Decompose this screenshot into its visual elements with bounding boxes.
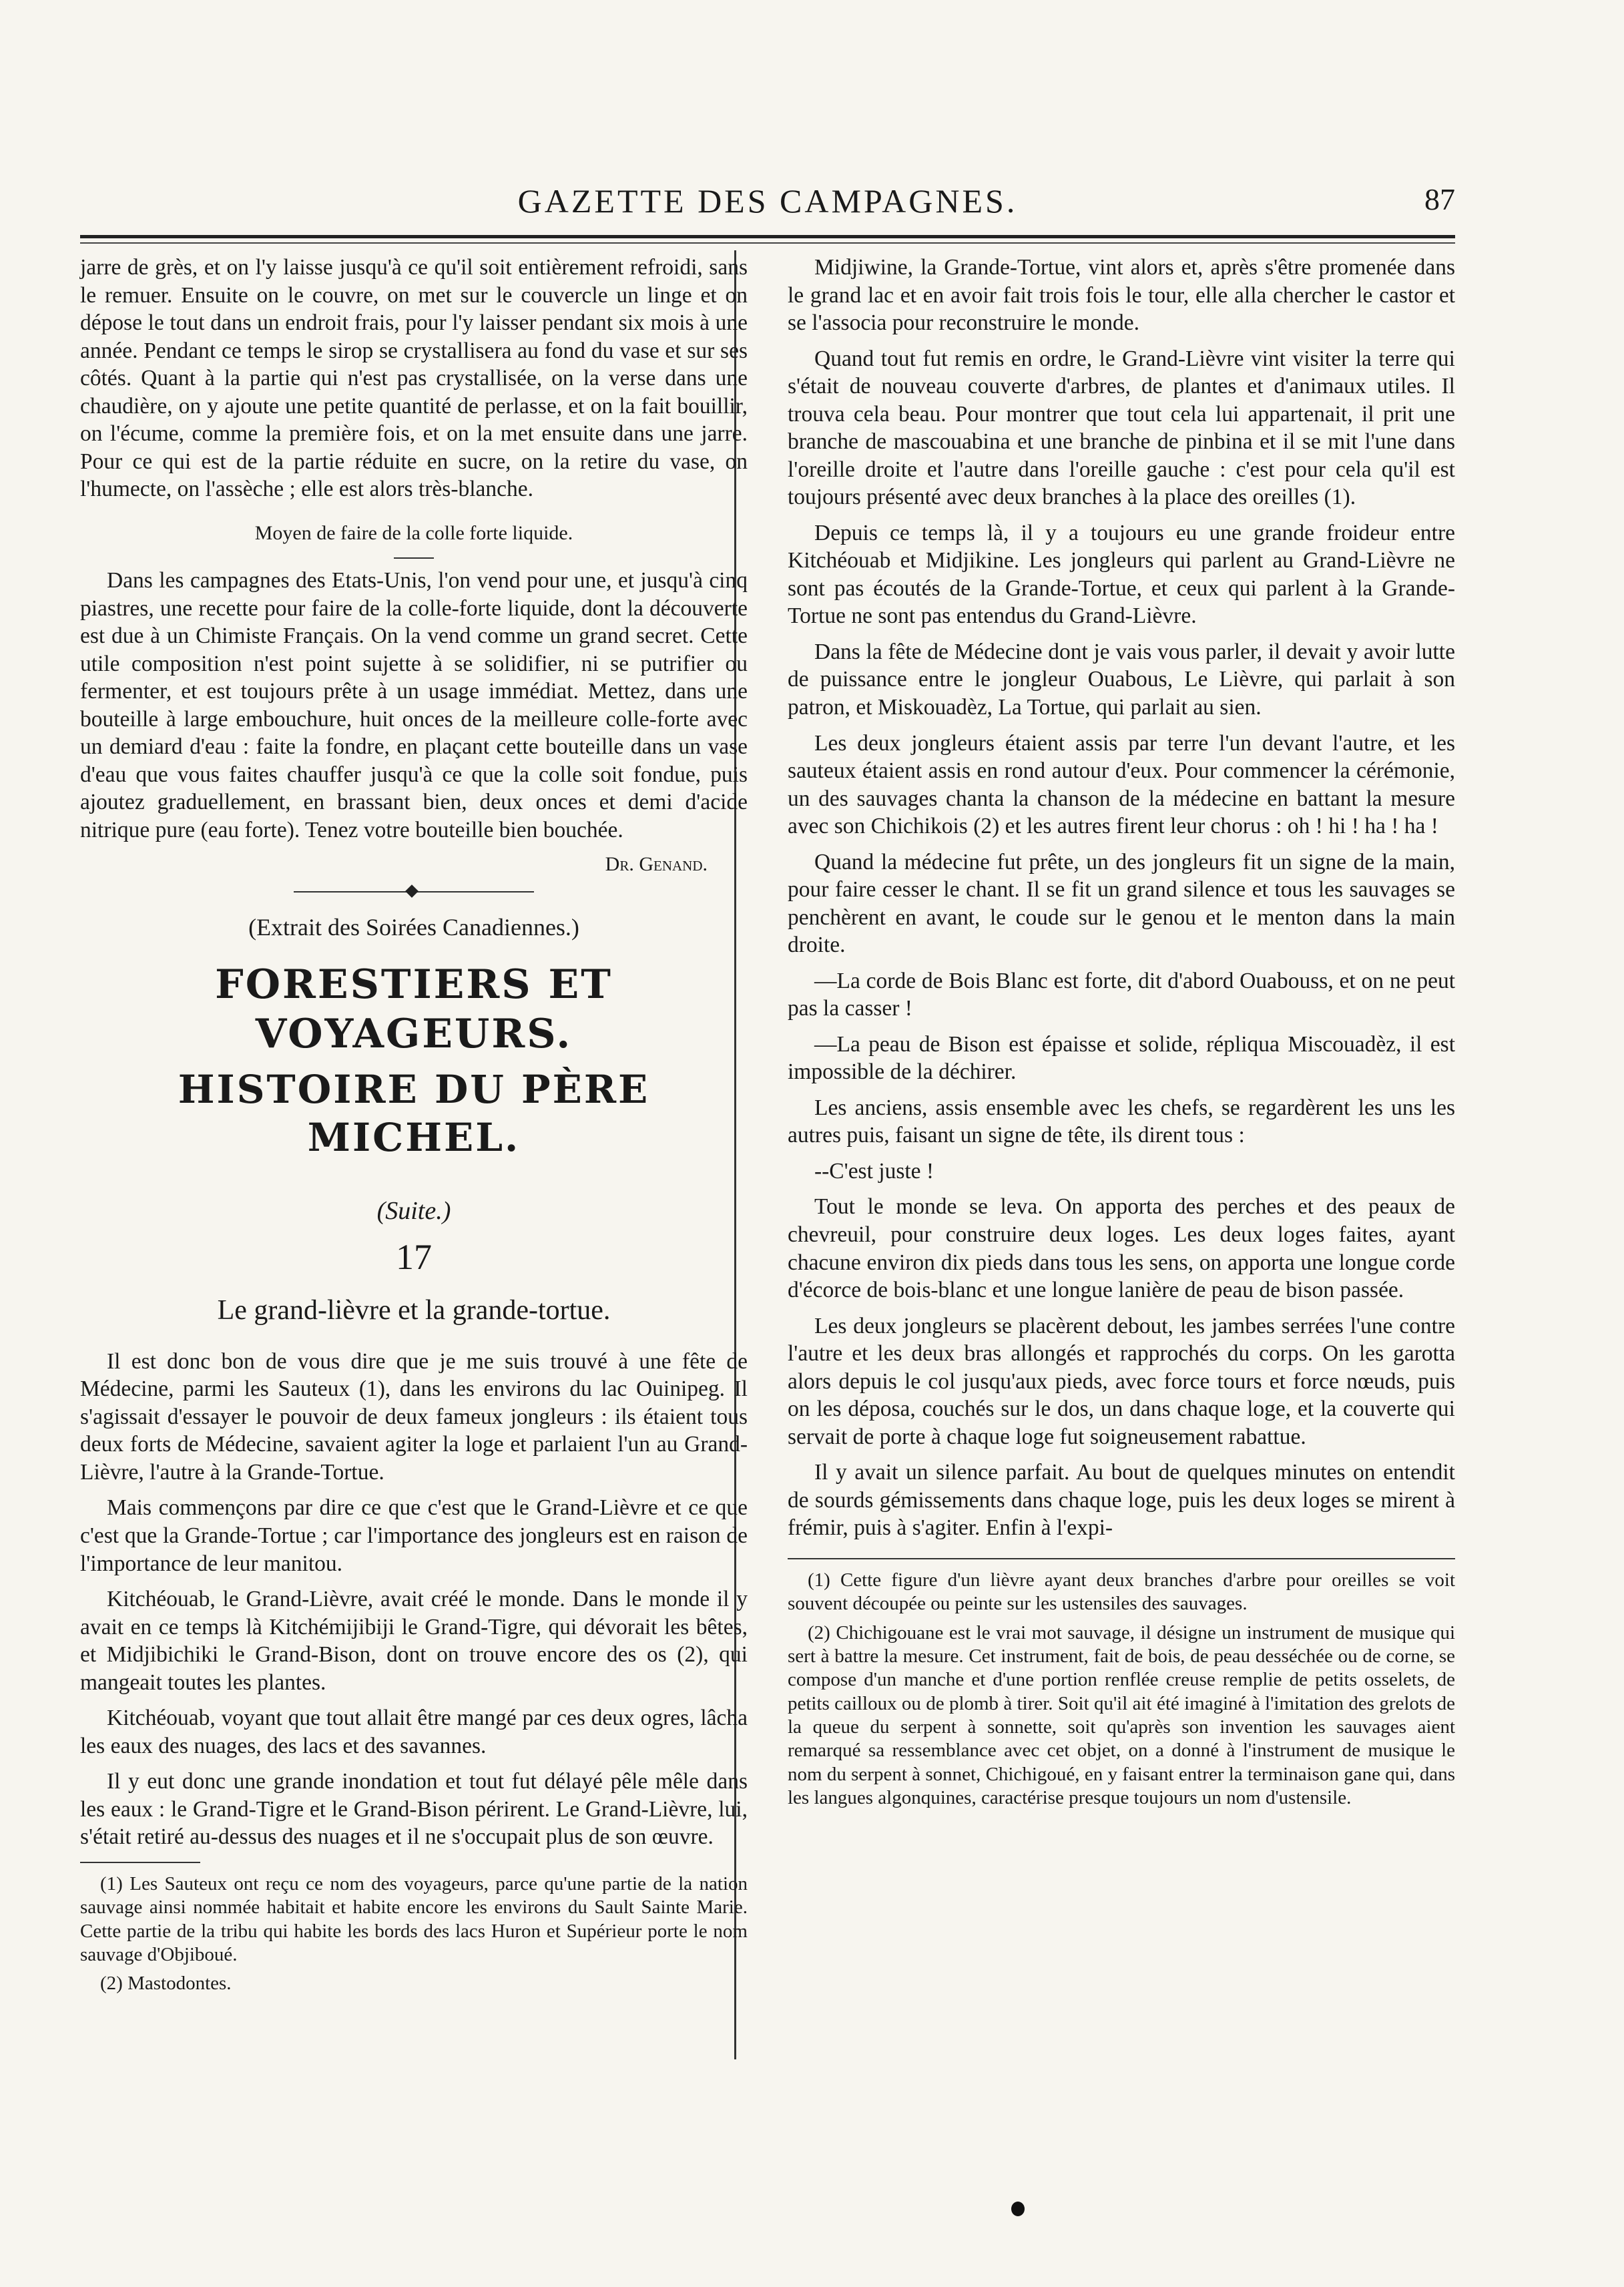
story-paragraph: Kitchéouab, voyant que tout allait être mangé par ces deux ogres, lâcha les eaux des nuages, des lacs et des savannes.: [80, 1706, 748, 1758]
story-paragraph: Dans la fête de Médecine dont je vais vous parler, il devait y avoir lutte de puissance entre le jongleur Ouabous, Le Lièvre, qui parlait à son patron, et Miskouadèz, La Tortue, qui parlait au sien.: [788, 639, 1455, 720]
short-rule: [394, 557, 434, 559]
story-paragraph: Les deux jongleurs étaient assis par terre l'un devant l'autre, et les sauteux étaient assis en rond autour d'eux. Pour commencer la cérémonie, un des sauvages chanta la chanson de la médecine en battant la mesure avec son Chichikois (2) et les autres firent leur chorus : oh ! hi ! ha ! ha !: [788, 730, 1455, 839]
glue-paragraph: Dans les campagnes des Etats-Unis, l'on vend pour une, et jusqu'à cinq piastres, une recette pour faire de la colle-forte liquide, dont la découverte est due à un Chimiste Français. On la vend comme un grand secret. Cette utile composition n'est point sujette à se solidifier, ni se putrifier ou fermenter, et est toujours prête à un usage immédiat. Mettez, dans une bouteille à large embouchure, huit onces de la meilleure colle-forte avec un demiard d'eau : faite la fondre, en plaçant cette bouteille dans un vase d'eau que vous faites chauffer jusqu'à ce que la colle soit fondue, puis ajoutez graduellement, en brassant bien, deux onces et demi d'acide nitrique pure (eau forte). Tenez votre bouteille bien bouchée.: [80, 567, 748, 842]
glue-heading: Moyen de faire de la colle forte liquide.: [254, 521, 573, 544]
story-paragraph: —La corde de Bois Blanc est forte, dit d'abord Ouabouss, et on ne peut pas la casser !: [788, 968, 1455, 1021]
page-number: 87: [1424, 182, 1455, 216]
signature: Dr. Genand.: [605, 853, 708, 876]
story-paragraph: Depuis ce temps là, il y a toujours eu une grande froideur entre Kitchéouab et Midjikine. Les jongleurs qui parlent au Grand-Lièvre ne sont pas écoutés de la Grande-Tortue, et ceux qui parlent à la Grande-Tortue ne sont pas entendus du Grand-Lièvre.: [788, 520, 1455, 629]
sugar-paragraph: jarre de grès, et on l'y laisse jusqu'à ce qu'il soit entièrement refroidi, sans le remuer. Ensuite on le couvre, on met sur le couvercle un linge et on dépose le tout dans un endroit frais, pour l'y laisser pendant six mois à une année. Pendant ce temps le sirop se crystallisera au fond du vase et sur ses côtés. Quant à la partie qui n'est pas crystallisée, on la verse dans une chaudière, on y ajoute une petite quantité de perlasse, et on la fait bouillir, on l'écume, comme la première fois, et on la met ensuite dans une jarre. Pour ce qui est de la partie réduite en sucre, on la retire du vase, on l'humecte, on l'assèche ; elle est alors très-blanche.: [80, 255, 748, 502]
chapter-number: 17: [396, 1236, 432, 1277]
header-title: GAZETTE DES CAMPAGNES.: [517, 182, 1018, 220]
story-paragraph: --C'est juste !: [814, 1158, 934, 1184]
footnote: (1) Les Sauteux ont reçu ce nom des voyageurs, parce qu'une partie de la nation sauvage ainsi nommée habitait et habite encore les environs du Sault Sainte Marie. Cette partie de la tribu qui habite les bords des lacs Huron et Supérieur porte le nom sauvage d'Objiboué.: [80, 1872, 748, 1965]
footnote: (2) Chichigouane est le vrai mot sauvage, il désigne un instrument de musique qui sert à battre la mesure. Cet instrument, fait de bois, de peau desséchée ou de corne, se compose d'un manche et d'une portion renflée creuse remplie de petits osselets, de petits cailloux ou de plomb à tirer. Soit qu'il ait été imaginé à l'imitation des grelots de la queue du serpent à sonnette, soit qu'après son invention les sauvages aient remarqué sa ressemblance avec cet objet, on a donné à l'instrument de musique le nom du serpent à sonnet, Chichigoué, en y faisant entrer la terminaison gane qui, dans les langues algonquines, caractérise presque toujours un nom d'ustensile.: [788, 1621, 1455, 1809]
footnote: (2) Mastodontes.: [100, 1973, 232, 1995]
story-paragraph: Les anciens, assis ensemble avec les chefs, se regardèrent les uns les autres puis, faisant un signe de tête, ils dirent tous :: [788, 1095, 1455, 1148]
right-column: [788, 254, 1455, 1816]
story-paragraph: —La peau de Bison est épaisse et solide, répliqua Miscouadèz, il est impossible de la déchirer.: [788, 1031, 1455, 1085]
story-paragraph: Il y avait un silence parfait. Au bout de quelques minutes on entendit de sourds gémissements dans chaque loge, puis les deux loges se mirent à frémir, puis à s'agiter. Enfin à l'expi-: [788, 1460, 1455, 1541]
extract-note: (Extrait des Soirées Canadiennes.): [248, 914, 579, 941]
story-paragraph: Midjiwine, la Grande-Tortue, vint alors et, après s'être promenée dans le grand lac et en avoir fait trois fois le tour, elle alla chercher le castor et se l'associa pour reconstruire le monde.: [788, 255, 1455, 336]
suite-label: (Suite.): [376, 1196, 451, 1225]
story-paragraph: Quand tout fut remis en ordre, le Grand-Lièvre vint visiter la terre qui s'était de nouveau couverte d'arbres, de plantes et d'animaux utiles. Il trouva cela beau. Pour montrer que tout cela lui appartenait, il prit une branche de mascouabina et une branche de pinbina et il se mit l'une dans l'oreille droite et l'autre dans l'oreille gauche : c'est pour cela qu'il est toujours présenté avec deux branches à la place des oreilles (1).: [788, 346, 1455, 510]
footnote-rule: [788, 1558, 1455, 1559]
story-paragraph: Il est donc bon de vous dire que je me suis trouvé à une fête de Médecine, parmi les Sauteux (1), dans les environs du lac Ouinipeg. Il s'agissait d'essayer le pouvoir de deux fameux jongleurs : ils étaient tous deux forts de Médecine, savaient agiter la loge et parlaient l'un au Grand-Lièvre, l'autre à la Grande-Tortue.: [80, 1348, 748, 1485]
footnote: (1) Cette figure d'un lièvre ayant deux branches d'arbre pour oreilles se voit souvent découpée ou peinte sur les ustensiles des sauvages.: [788, 1569, 1455, 1615]
story-paragraph: Quand la médecine fut prête, un des jongleurs fit un signe de la main, pour faire cesser le chant. Il se fit un grand silence et tous les sauvages se penchèrent en avant, le coude sur le genou et le menton dans la main droite.: [788, 849, 1455, 958]
story-paragraph: Kitchéouab, le Grand-Lièvre, avait créé le monde. Dans le monde il y avait en ce temps là Kitchémijibiji le Grand-Tigre, qui dévorait les bêtes, et Midjibichiki le Grand-Bison, dont on trouve encore des os (2), qui mangeait toutes les plantes.: [80, 1587, 748, 1695]
story-paragraph: Tout le monde se leva. On apporta des perches et des peaux de chevreuil, pour construire deux loges. Les deux loges faites, ayant chacune environ dix pieds dans tous les sens, on apporta une longue corde d'écorce de bois-blanc et une longue lanière de peau de bison passée.: [788, 1194, 1455, 1303]
story-paragraph: Il y eut donc une grande inondation et tout fut délayé pêle mêle dans les eaux : le Grand-Tigre et le Grand-Bison périrent. Le Grand-Lièvre, lui, s'était retiré au-dessus des nuages et il ne s'occupait plus de son œuvre.: [80, 1769, 748, 1850]
left-column: [80, 254, 748, 2001]
serial-title: FORESTIERS ET VOYAGEURS.: [215, 961, 613, 1058]
footnote-rule: [80, 1862, 200, 1863]
diamond-ornament: [405, 885, 419, 899]
serial-subtitle: HISTOIRE DU PÈRE MICHEL.: [178, 1066, 650, 1160]
ink-dot: [1011, 2202, 1025, 2216]
chapter-title: Le grand-lièvre et la grande-tortue.: [217, 1294, 611, 1326]
header-rule: [80, 235, 1455, 244]
page-header: [80, 175, 1455, 235]
section-separator: [294, 891, 534, 893]
story-paragraph: Les deux jongleurs se placèrent debout, les jambes serrées l'une contre l'autre et les deux bras allongés et rapprochés du corps. On les garotta alors depuis le col jusqu'aux pieds, avec force tours et force nœuds, puis on les déposa, couchés sur le dos, un dans chaque loge, et la couverte qui servait de porte à chaque loge fut soigneusement rabattue.: [788, 1313, 1455, 1449]
story-paragraph: Mais commençons par dire ce que c'est que le Grand-Lièvre et ce que c'est que la Grande-Tortue ; car l'importance des jongleurs est en raison de l'importance de leur manitou.: [80, 1495, 748, 1576]
